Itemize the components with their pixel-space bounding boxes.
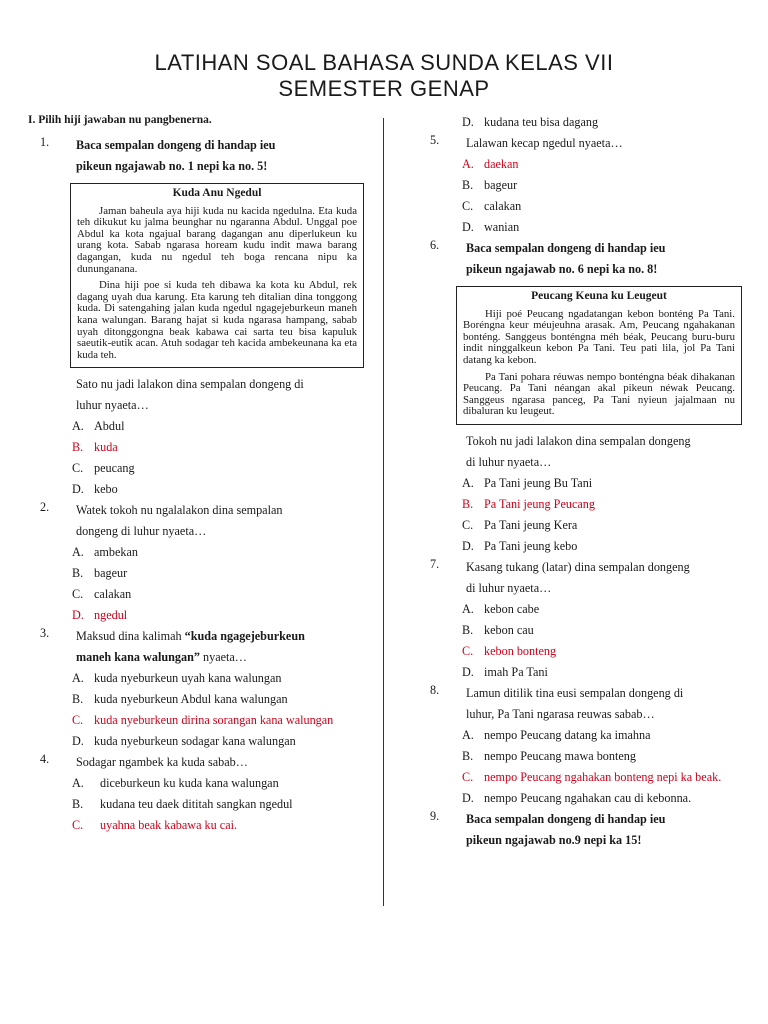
story-title: Peucang Keuna ku Leugeut <box>531 290 667 302</box>
option-c-answer[interactable]: C. uyahna beak kabawa ku cai. <box>72 818 238 833</box>
right-column <box>426 112 746 851</box>
question-6-stem <box>426 431 746 473</box>
option-c-answer[interactable]: C. kebon bonteng <box>462 643 557 658</box>
prompt-line: pikeun ngajawab no.9 nepi ka 15! <box>466 832 642 847</box>
prompt-line: Baca sempalan dongeng di handap ieu <box>466 811 666 826</box>
question-text: Watek tokoh nu ngalalakon dina sempalan <box>76 503 283 518</box>
question-text: Sato nu jadi lalakon dina sempalan dongeng di <box>76 377 304 392</box>
question-3: 3. Maksud dina kalimah “kuda ngagejeburkeun maneh kana walungan” nyaeta… <box>40 626 305 665</box>
option-d[interactable]: D. nempo Peucang ngahakan cau di kebonna. <box>462 790 692 805</box>
option-d[interactable]: D. kuda nyeburkeun sodagar kana walungan <box>72 734 296 749</box>
story-box-2 <box>456 286 742 425</box>
section-heading: I. Pilih hiji jawaban nu pangbenerna. <box>28 114 212 126</box>
option-d[interactable]: D. imah Pa Tani <box>462 664 548 679</box>
option-a[interactable]: A. diceburkeun ku kuda kana walungan <box>72 776 279 791</box>
option-b[interactable]: B. kuda nyeburkeun Abdul kana walungan <box>72 692 288 707</box>
question-1-stem <box>36 374 366 416</box>
question-text: luhur, Pa Tani ngarasa reuwas sabab… <box>466 706 655 721</box>
option-d[interactable]: D. wanian <box>462 220 520 234</box>
option-b[interactable]: B. kudana teu daek dititah sangkan ngedul <box>72 797 293 812</box>
left-column <box>28 112 366 836</box>
option-b-answer[interactable]: B. kuda <box>72 440 118 455</box>
story-paragraph: Pa Tani pohara réuwas nempo bonténgna béak dihakanan Peucang. Pa Tani néangan akal pikeun néwak Peucang. Sanggeus ngarasa panceg, Pa Tani nyieun jajalmaan nu dibaluran ku leugeut. <box>463 370 735 418</box>
option-a[interactable]: A. Abdul <box>72 419 125 434</box>
page-title <box>0 50 768 102</box>
option-c-answer[interactable]: C. nempo Peucang ngahakan bonteng nepi ka beak. <box>462 769 722 784</box>
option-a[interactable]: A. kuda nyeburkeun uyah kana walungan <box>72 671 282 686</box>
prompt-line: pikeun ngajawab no. 1 nepi ka no. 5! <box>76 159 268 173</box>
question-number: 1. <box>40 135 50 149</box>
question-6: 6. Baca sempalan dongeng di handap ieu pikeun ngajawab no. 6 nepi ka no. 8! <box>426 238 746 280</box>
question-7: 7. Kasang tukang (latar) dina sempalan dongeng di luhur nyaeta… <box>426 557 746 599</box>
question-9: 9. Baca sempalan dongeng di handap ieu pikeun ngajawab no.9 nepi ka 15! <box>426 809 746 851</box>
option-b[interactable]: B. kebon cau <box>462 622 534 637</box>
prompt-line: pikeun ngajawab no. 6 nepi ka no. 8! <box>466 262 658 276</box>
question-text: luhur nyaeta… <box>76 398 149 413</box>
option-d[interactable]: D. kebo <box>72 482 118 497</box>
story-title: Kuda Anu Ngedul <box>172 187 262 199</box>
option-a[interactable]: A. nempo Peucang datang ka imahna <box>462 727 651 742</box>
option-b[interactable]: B. bageur <box>72 566 128 581</box>
option-a[interactable]: A. kebon cabe <box>462 601 540 616</box>
prompt-line: Baca sempalan dongeng di handap ieu <box>76 138 276 152</box>
option-c[interactable]: C. calakan <box>72 587 132 602</box>
option-d[interactable]: D. Pa Tani jeung kebo <box>462 538 578 553</box>
quoted-sentence: “kuda ngagejeburkeun <box>184 629 305 644</box>
option-c-answer[interactable]: C. kuda nyeburkeun dirina sorangan kana walungan <box>72 713 334 728</box>
question-2: 2. Watek tokoh nu ngalalakon dina sempalan dongeng di luhur nyaeta… <box>36 500 366 542</box>
story-paragraph: Jaman baheula aya hiji kuda nu kacida ngedulna. Eta kuda teh dikukut ku jalma beunghar nu ngaranna Abdul. Unggal poe Abdul ka kota ngajual barang dagangan anu diperlukeun ku urang kota. Sabab ngarasa hoream kudu indit mawa barang dagangan, kuda nu ngedul teh boga rencana nipu ka dununganana. <box>77 204 357 275</box>
question-text: di luhur nyaeta… <box>466 580 552 595</box>
question-8: 8. Lamun ditilik tina eusi sempalan dongeng di luhur, Pa Tani ngarasa reuwas sabab… <box>426 683 746 725</box>
option-a[interactable]: A. ambekan <box>72 545 138 560</box>
option-a-answer[interactable]: A. daekan <box>462 157 519 171</box>
prompt-line: Baca sempalan dongeng di handap ieu <box>466 241 666 255</box>
question-text: dongeng di luhur nyaeta… <box>76 524 207 539</box>
title-line-1: LATIHAN SOAL BAHASA SUNDA KELAS VII <box>154 50 614 75</box>
option-b[interactable]: B. nempo Peucang mawa bonteng <box>462 748 636 763</box>
question-1 <box>36 135 366 177</box>
question-text: di luhur nyaeta… <box>466 454 552 469</box>
option-b-answer[interactable]: B. Pa Tani jeung Peucang <box>462 496 595 511</box>
question-prompt <box>76 135 366 177</box>
question-text: Maksud dina kalimah <box>76 629 185 644</box>
option-d[interactable]: D. kudana teu bisa dagang <box>462 115 599 129</box>
option-c[interactable]: C. peucang <box>72 461 135 476</box>
option-b[interactable]: B. bageur <box>462 178 518 192</box>
question-text: Lamun ditilik tina eusi sempalan dongeng di <box>466 685 684 700</box>
question-text: Sodagar ngambek ka kuda sabab… <box>76 755 248 770</box>
question-text: nyaeta… <box>199 650 247 665</box>
story-paragraph: Dina hiji poe si kuda teh dibawa ka kota ku Abdul, rek dagang uyah dua karung. Eta karung teh ditalian dina tonggong kuda. Di satengahing jalan kuda ngedul ngagejeburkeun maneh kana walungan. Barang hajat si kuda ngarasa hampang, sabab uyah ditonggongna beak kabawa cai sarta teu bisa kapuluk saeutik-eutik acan. Atuh sodagar teh kacida ambekeunana ka eta kuda teh. <box>77 279 357 361</box>
question-text: Lalawan kecap ngedul nyaeta… <box>466 136 623 150</box>
quoted-sentence: maneh kana walungan” <box>76 650 200 665</box>
question-4: 4. Sodagar ngambek ka kuda sabab… <box>36 752 366 773</box>
option-c[interactable]: C. Pa Tani jeung Kera <box>462 517 578 532</box>
column-divider <box>383 118 384 906</box>
question-text: Tokoh nu jadi lalakon dina sempalan dongeng <box>466 433 691 448</box>
title-line-2: SEMESTER GENAP <box>278 76 490 101</box>
story-paragraph: Hiji poé Peucang ngadatangan kebon bonténg Pa Tani. Boréngna keur méujeuhna arasak. Am, Peucang ngahakanan bonténg. Sanggeus bonténgna méh béak, Peucang buru-buru indit ninggalkeun kebon Pa Tani. Teu pati lila, jol Pa Tani datang ka kebon. <box>463 307 735 366</box>
option-d-answer[interactable]: D. ngedul <box>72 608 128 623</box>
story-box-1 <box>70 183 364 368</box>
option-a[interactable]: A. Pa Tani jeung Bu Tani <box>462 475 593 490</box>
question-text: Kasang tukang (latar) dina sempalan dongeng <box>466 559 690 574</box>
option-c[interactable]: C. calakan <box>462 199 522 213</box>
question-5: 5. Lalawan kecap ngedul nyaeta… <box>426 133 746 154</box>
